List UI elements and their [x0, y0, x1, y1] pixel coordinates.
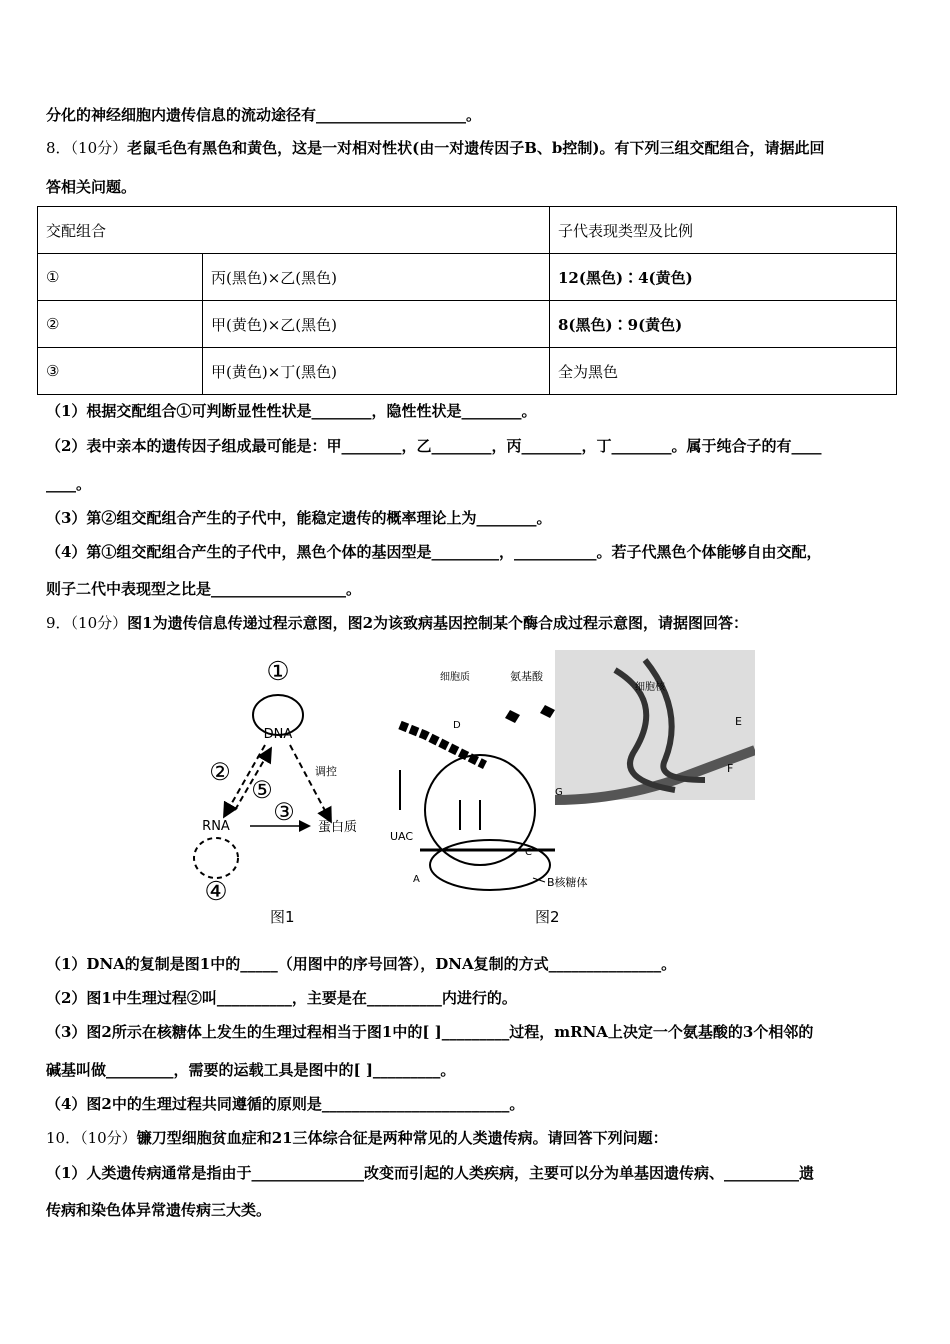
row-result: 全为黑色	[550, 348, 897, 395]
fig1-dna: DNA	[263, 727, 293, 742]
question-9-intro	[46, 612, 748, 633]
question-9-text: 图1为遗传信息传递过程示意图，图2为该致病基因控制某个酶合成过程示意图，请据图回答：	[127, 614, 749, 632]
fig2-label-e: E	[735, 715, 742, 728]
figure-2-diagram	[385, 650, 755, 930]
question-10-number: 10．（10分）	[46, 1129, 137, 1147]
question-10-part-1: （1）人类遗传病通常是指由于_______________改变而引起的人类疾病，主要可以分为单基因遗传病、__________遗	[46, 1164, 814, 1182]
fig1-label-4: ④	[204, 877, 228, 907]
fig2-label-c: C	[525, 847, 532, 858]
fig2-label-g: G	[555, 787, 563, 798]
rna-replication-loop	[194, 838, 238, 878]
fig1-label-2: ②	[209, 758, 231, 786]
fig2-amino-acid: 氨基酸	[510, 670, 543, 683]
table-row	[38, 348, 897, 395]
row-cross: 甲(黄色)×乙(黑色)	[203, 301, 550, 348]
question-9-part-1: （1）DNA的复制是图1中的_____（用图中的序号回答），DNA复制的方式_______________。	[46, 955, 677, 973]
fig1-label-5: ⑤	[251, 776, 273, 804]
fig2-label-d: D	[453, 720, 461, 731]
row-cross: 甲(黄色)×丁(黑色)	[203, 348, 550, 395]
row-result: 8(黑色)∶9(黄色)	[550, 301, 897, 348]
question-9-part-2: （2）图1中生理过程②叫__________，主要是在__________内进行的。	[46, 989, 517, 1007]
fig2-label-f: F	[727, 762, 734, 775]
table-row	[38, 254, 897, 301]
fig1-label-1: ①	[266, 657, 290, 687]
question-8-part-4: （4）第①组交配组合产生的子代中，黑色个体的基因型是_________，___________。若子代黑色个体能够自由交配，	[46, 543, 822, 561]
figure-1-diagram	[180, 650, 400, 930]
row-id: ③	[38, 348, 203, 395]
question-9-part-3-cont: 碱基叫做_________，需要的运载工具是图中的[ ]_________。	[46, 1061, 456, 1079]
fig2-codon: UAC	[390, 830, 414, 843]
row-cross: 丙(黑色)×乙(黑色)	[203, 254, 550, 301]
amino-acid-shape	[505, 705, 555, 723]
fig2-caption: 图2	[535, 908, 560, 926]
question-8-part-1: （1）根据交配组合①可判断显性性状是________，隐性性状是________。	[46, 402, 537, 420]
row-id: ①	[38, 254, 203, 301]
question-8-part-2: （2）表中亲本的遗传因子组成最可能是：甲________，乙________，丙________，丁________。属于纯合子的有____	[46, 437, 822, 455]
table-header-result: 子代表现类型及比例	[550, 207, 897, 254]
table-row	[38, 301, 897, 348]
fig2-cytoplasm: 细胞质	[440, 672, 470, 683]
fig1-note: 调控	[315, 765, 337, 778]
polypeptide-chain	[400, 725, 485, 765]
question-9-part-4: （4）图2中的生理过程共同遵循的原则是_________________________。	[46, 1095, 525, 1113]
cross-table	[37, 206, 897, 395]
fig1-label-3: ③	[273, 798, 295, 826]
fig2-label-a: A	[413, 874, 420, 885]
question-10-part-1-cont: 传病和染色体异常遗传病三大类。	[46, 1201, 272, 1219]
row-id: ②	[38, 301, 203, 348]
question-8-part-4-cont: 则子二代中表现型之比是__________________。	[46, 580, 362, 598]
question-7-tail: 分化的神经细胞内遗传信息的流动途径有____________________。	[46, 106, 482, 124]
question-9-number: 9．（10分）	[46, 614, 128, 632]
fig1-caption: 图1	[270, 908, 295, 926]
table-header-cross: 交配组合	[38, 207, 550, 254]
question-10-text: 镰刀型细胞贫血症和21三体综合征是两种常见的人类遗传病。请回答下列问题：	[136, 1129, 668, 1147]
fig2-ribosome-label: B核糖体	[547, 876, 588, 889]
trna	[400, 770, 480, 830]
table-header-row	[38, 207, 897, 254]
question-8-intro-cont: 答相关问题。	[46, 178, 137, 196]
question-8-part-3: （3）第②组交配组合产生的子代中，能稳定遗传的概率理论上为________。	[46, 509, 552, 527]
row-result: 12(黑色)∶4(黄色)	[550, 254, 897, 301]
direct-translation-arrow	[290, 745, 330, 820]
question-10-intro	[46, 1127, 668, 1148]
question-9-part-3: （3）图2所示在核糖体上发生的生理过程相当于图1中的[ ]_________过程，mRNA上决定一个氨基酸的3个相邻的	[46, 1023, 814, 1041]
fig1-rna: RNA	[202, 819, 230, 834]
question-8-number: 8．（10分）	[46, 139, 128, 157]
fig2-nucleus: 细胞核	[635, 682, 665, 693]
fig1-protein: 蛋白质	[318, 820, 358, 835]
question-8-part-2-cont: ____。	[46, 475, 92, 493]
question-8-text: 老鼠毛色有黑色和黄色，这是一对相对性状(由一对遗传因子B、b控制)。有下列三组交配组合，请据此回	[127, 139, 825, 157]
question-8-intro	[46, 137, 825, 158]
